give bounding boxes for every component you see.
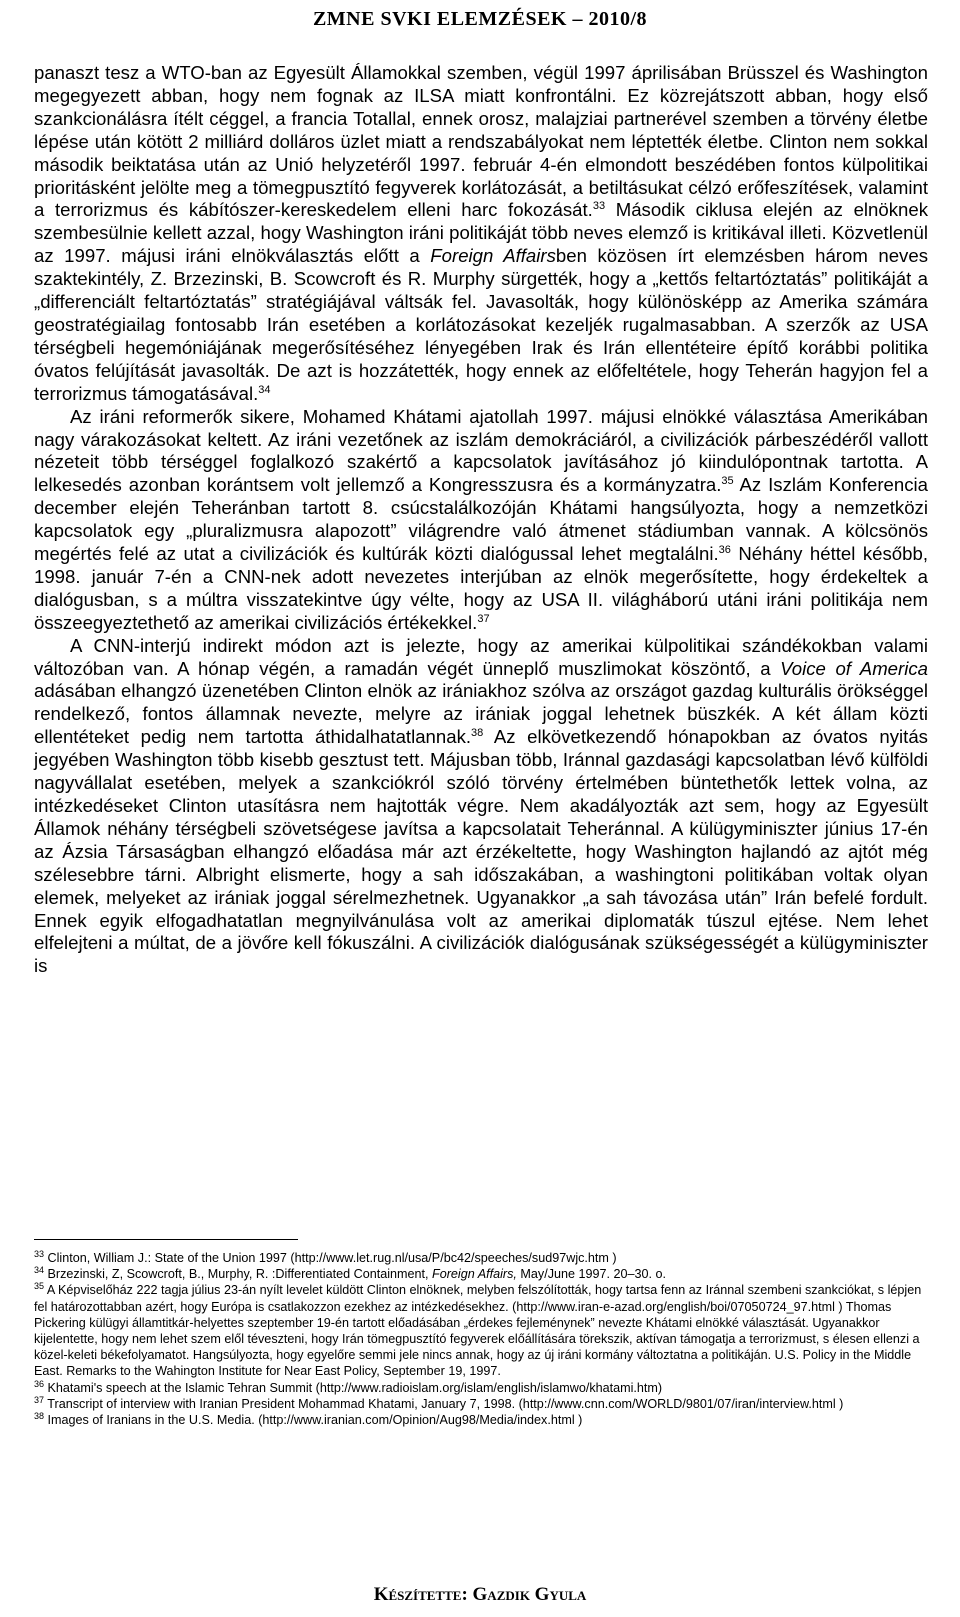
body-text [34,62,928,978]
footnote-reference: 34 [258,383,271,396]
text-run: adásában elhangzó üzenetében Clinton elnök az irániakhoz szólva az országot gazdag kulturális örökséggel rendelkező, fontos államnak nevezte, melyre az irániak joggal lehetnek büszkék. A két állam közti ellentéteket pedig nem tartotta áthidalhatatlannak. [34,680,928,748]
footnotes [34,1250,928,1428]
footnote-reference: 36 [718,543,731,556]
footnote-reference: 35 [721,475,734,488]
page-header: ZMNE SVKI ELEMZÉSEK – 2010/8 [312,8,648,30]
text-run: Néhány héttel később, 1998. január 7-én a CNN-nek adott nevezetes interjúban az elnök megerősítette, hogy érdekeltek a dialógusban, s a múltra visszatekintve úgy vélte, hogy az USA II. világháború utáni iráni politikája nem összeegyeztethető az amerikai civilizációs értékekkel. [34,543,928,633]
text-run: panaszt tesz a WTO-ban az Egyesült Államokkal szemben, végül 1997 áprilisában Brüsszel és Washington megegyezett abban, hogy nem fognak az ILSA miatt konfrontálni. Ez közrejátszott abban, hogy első szankcionálásra ítélt céggel, a francia Totallal, ennek orosz, malajziai partnerével szemben a törvény életbe lépése után kötött 2 milliárd dolláros üzlet miatt a rendszabályokat nem léptették életbe. Clinton nem sokkal második beiktatása után az Unió helyzetéről 1997. február 4-én elmondott beszédében fontos külpolitikai prioritásként jelölte meg a tömegpusztító fegyverek korlátozását, a betiltásukat célzó erőfeszítések, valamint a terrorizmus és kábítószer-kereskedelem elleni harc fokozását. [34,62,928,221]
text-run: Clinton, William J.: State of the Union 1997 (http://www.let.rug.nl/usa/P/bc42/speeches/sud97wjc.htm ) [47,1251,617,1265]
text-run: May/June 1997. 20–30. o. [516,1267,667,1282]
text-run: A CNN-interjú indirekt módon azt is jelezte, hogy az amerikai külpolitikai szándékokban valami változóban van. A hónap végén, a ramadán végét ünneplő muszlimokat köszöntő, a [34,634,928,679]
text-run: Az Iszlám Konferencia december elején Teheránban tartott 8. csúcstalálkozóján Khátami hangsúlyozta, hogy a nemzetközi kapcsolatok egy „pluralizmusra alapozott” világrendre való átmenet stádiumban vannak. A kölcsönös megértés felé az utat a civilizációk és kultúrák közti dialógussal lehet megtalálni. [34,474,928,565]
paragraph [34,635,928,979]
footnote [34,1412,928,1428]
italic-title: Voice of America [780,657,928,679]
text-run: Brzezinski, Z, Scowcroft, B., Murphy, R. :Differentiated Containment, [47,1267,432,1282]
page-footer: Készítette: Gazdik Gyula [373,1584,587,1605]
text-run: Khatami's speech at the Islamic Tehran Summit (http://www.radioislam.org/islam/english/islamwo/khatami.htm) [47,1380,663,1395]
footnote-number: 36 [34,1378,45,1389]
footnote-number: 34 [34,1265,45,1276]
text-run: ben közösen írt elemzésben három neves szaktekintély, Z. Brzezinski, B. Scowcroft és R. Murphy sürgették, hogy a „kettős feltartóztatás” politikáját a „differenciált feltartóztatás” stratégiájával váltsák fel. Javasolták, hogy különösképp az Amerika számára geostratégiailag fontosabb Irán esetében a korlátozásokat kezeljék rugalmasabban. A szerzők az USA térségbeli hegemóniájának megerősítéséhez lényegében Irak és Irán ellentéteire építő korábbi politika óvatos felújítását javasolták. De azt is hozzátették, hogy ennek az előfeltétele, hogy Teherán hagyjon fel a terrorizmus támogatásával. [34,245,928,404]
text-run: A Képviselőház 222 tagja július 23-án nyílt levelet küldött Clinton elnöknek, melyben felszólították, hogy tartsa fenn az Iránnal szembeni szankciókat, s lépjen fel határozottabban azért, hogy Európa is csatlakozzon ezekhez az intézkedésekhez. (http://www.iran-e-azad.org/english/boi/07050724_97.html ) Thomas Pickering külügyi államtitkár-helyettes szeptember 19-én tartott előadásában „érdekes fejleménynek” nevezte Khátami elnökké választását. Ugyanakkor kijelentette, hogy nem lehet szem elől téveszteni, hogy Irán tömegpusztító fegyverek előállítására törekszik, aktívan támogatja a terrorizmust, s élesen ellenzi a közel-keleti békefolyamatot. Hangsúlyozta, hogy egyelőre semmi jele nincs annak, hogy az új iráni kormány változtatna a politikáján. U.S. Policy in the Middle East. Remarks to the Wahington Institute for Near East Policy, September 19, 1997. [34,1283,922,1379]
text-run: Az iráni reformerők sikere, Mohamed Khátami ajatollah 1997. májusi elnökké választása Amerikában nagy várakozásokat keltett. Az iráni vezetőnek az iszlám demokráciáról, a civilizációk párbeszédéről vallott nézeteit több térséggel foglalkozó szakértő a kapcsolatok javításához jó kiindulópontnak tartotta. A lelkesedés azonban korántsem volt jellemző a Kongresszusra és a kormányzatra. [34,405,928,496]
footnote [34,1266,928,1282]
italic-title: Foreign Affairs, [432,1267,517,1282]
italic-title: Foreign Affairs [430,245,556,267]
footnote [34,1250,928,1266]
footnote-reference: 38 [471,727,484,740]
footnote [34,1396,928,1412]
footnote-reference: 33 [592,200,606,213]
footnote-separator [34,1239,298,1240]
footnote-number: 37 [34,1394,45,1405]
text-run: Images of Iranians in the U.S. Media. (http://www.iranian.com/Opinion/Aug98/Media/index.html ) [47,1413,583,1428]
footnote-reference: 37 [477,612,490,625]
footnote [34,1282,928,1379]
footnote-number: 33 [34,1248,45,1259]
text-run: Az elkövetkezendő hónapokban az óvatos nyitás jegyében Washington több kisebb gesztust tett. Májusban több, Iránnal gazdasági kapcsolatban lévő külföldi nagyvállalat esetében, melyek a szankciókról szóló törvény értelmében büntethetők lettek volna, az intézkedéseket Clinton utasításra nem hajtották végre. Nem akadályozták azt sem, hogy az Egyesült Államok néhány térségbeli szövetségese javítsa a kapcsolatait Teheránnal. A külügyminiszter június 17-én az Ázsia Társaságban elhangzó előadása már azt érzékeltette, hogy Washington hajlandó az ajtót még szélesebbre tárni. Albright elismerte, hogy a sah időszakában, a washingtoni politikában voltak olyan elemek, melyeket az irániak joggal sérelmezhetnek. Ugyanakkor „a sah távozása után” Irán befelé fordult. Ennek egyik elfogadhatatlan megnyilvánulása volt az amerikai diplomaták túszul ejtése. Nem lehet elfelejteni a múltat, de a jövőre kell fókuszálni. A civilizációk dialógusának szükségességét a külügyminiszter is [34,726,928,977]
text-run: Második ciklusa elején az elnöknek szembesülnie kellett azzal, hogy Washington iráni politikáját több neves elemző is kritikával illeti. Közvetlenül az 1997. májusi iráni elnökválasztás előtt a [34,199,929,267]
text-run: Transcript of interview with Iranian President Mohammad Khatami, January 7, 1998. (http://www.cnn.com/WORLD/9801/07/iran/interview.html ) [47,1396,844,1411]
footnote [34,1380,928,1396]
footnote-number: 38 [34,1410,45,1421]
paragraph [34,406,928,635]
paragraph [34,62,928,406]
footnote-number: 35 [34,1281,45,1292]
